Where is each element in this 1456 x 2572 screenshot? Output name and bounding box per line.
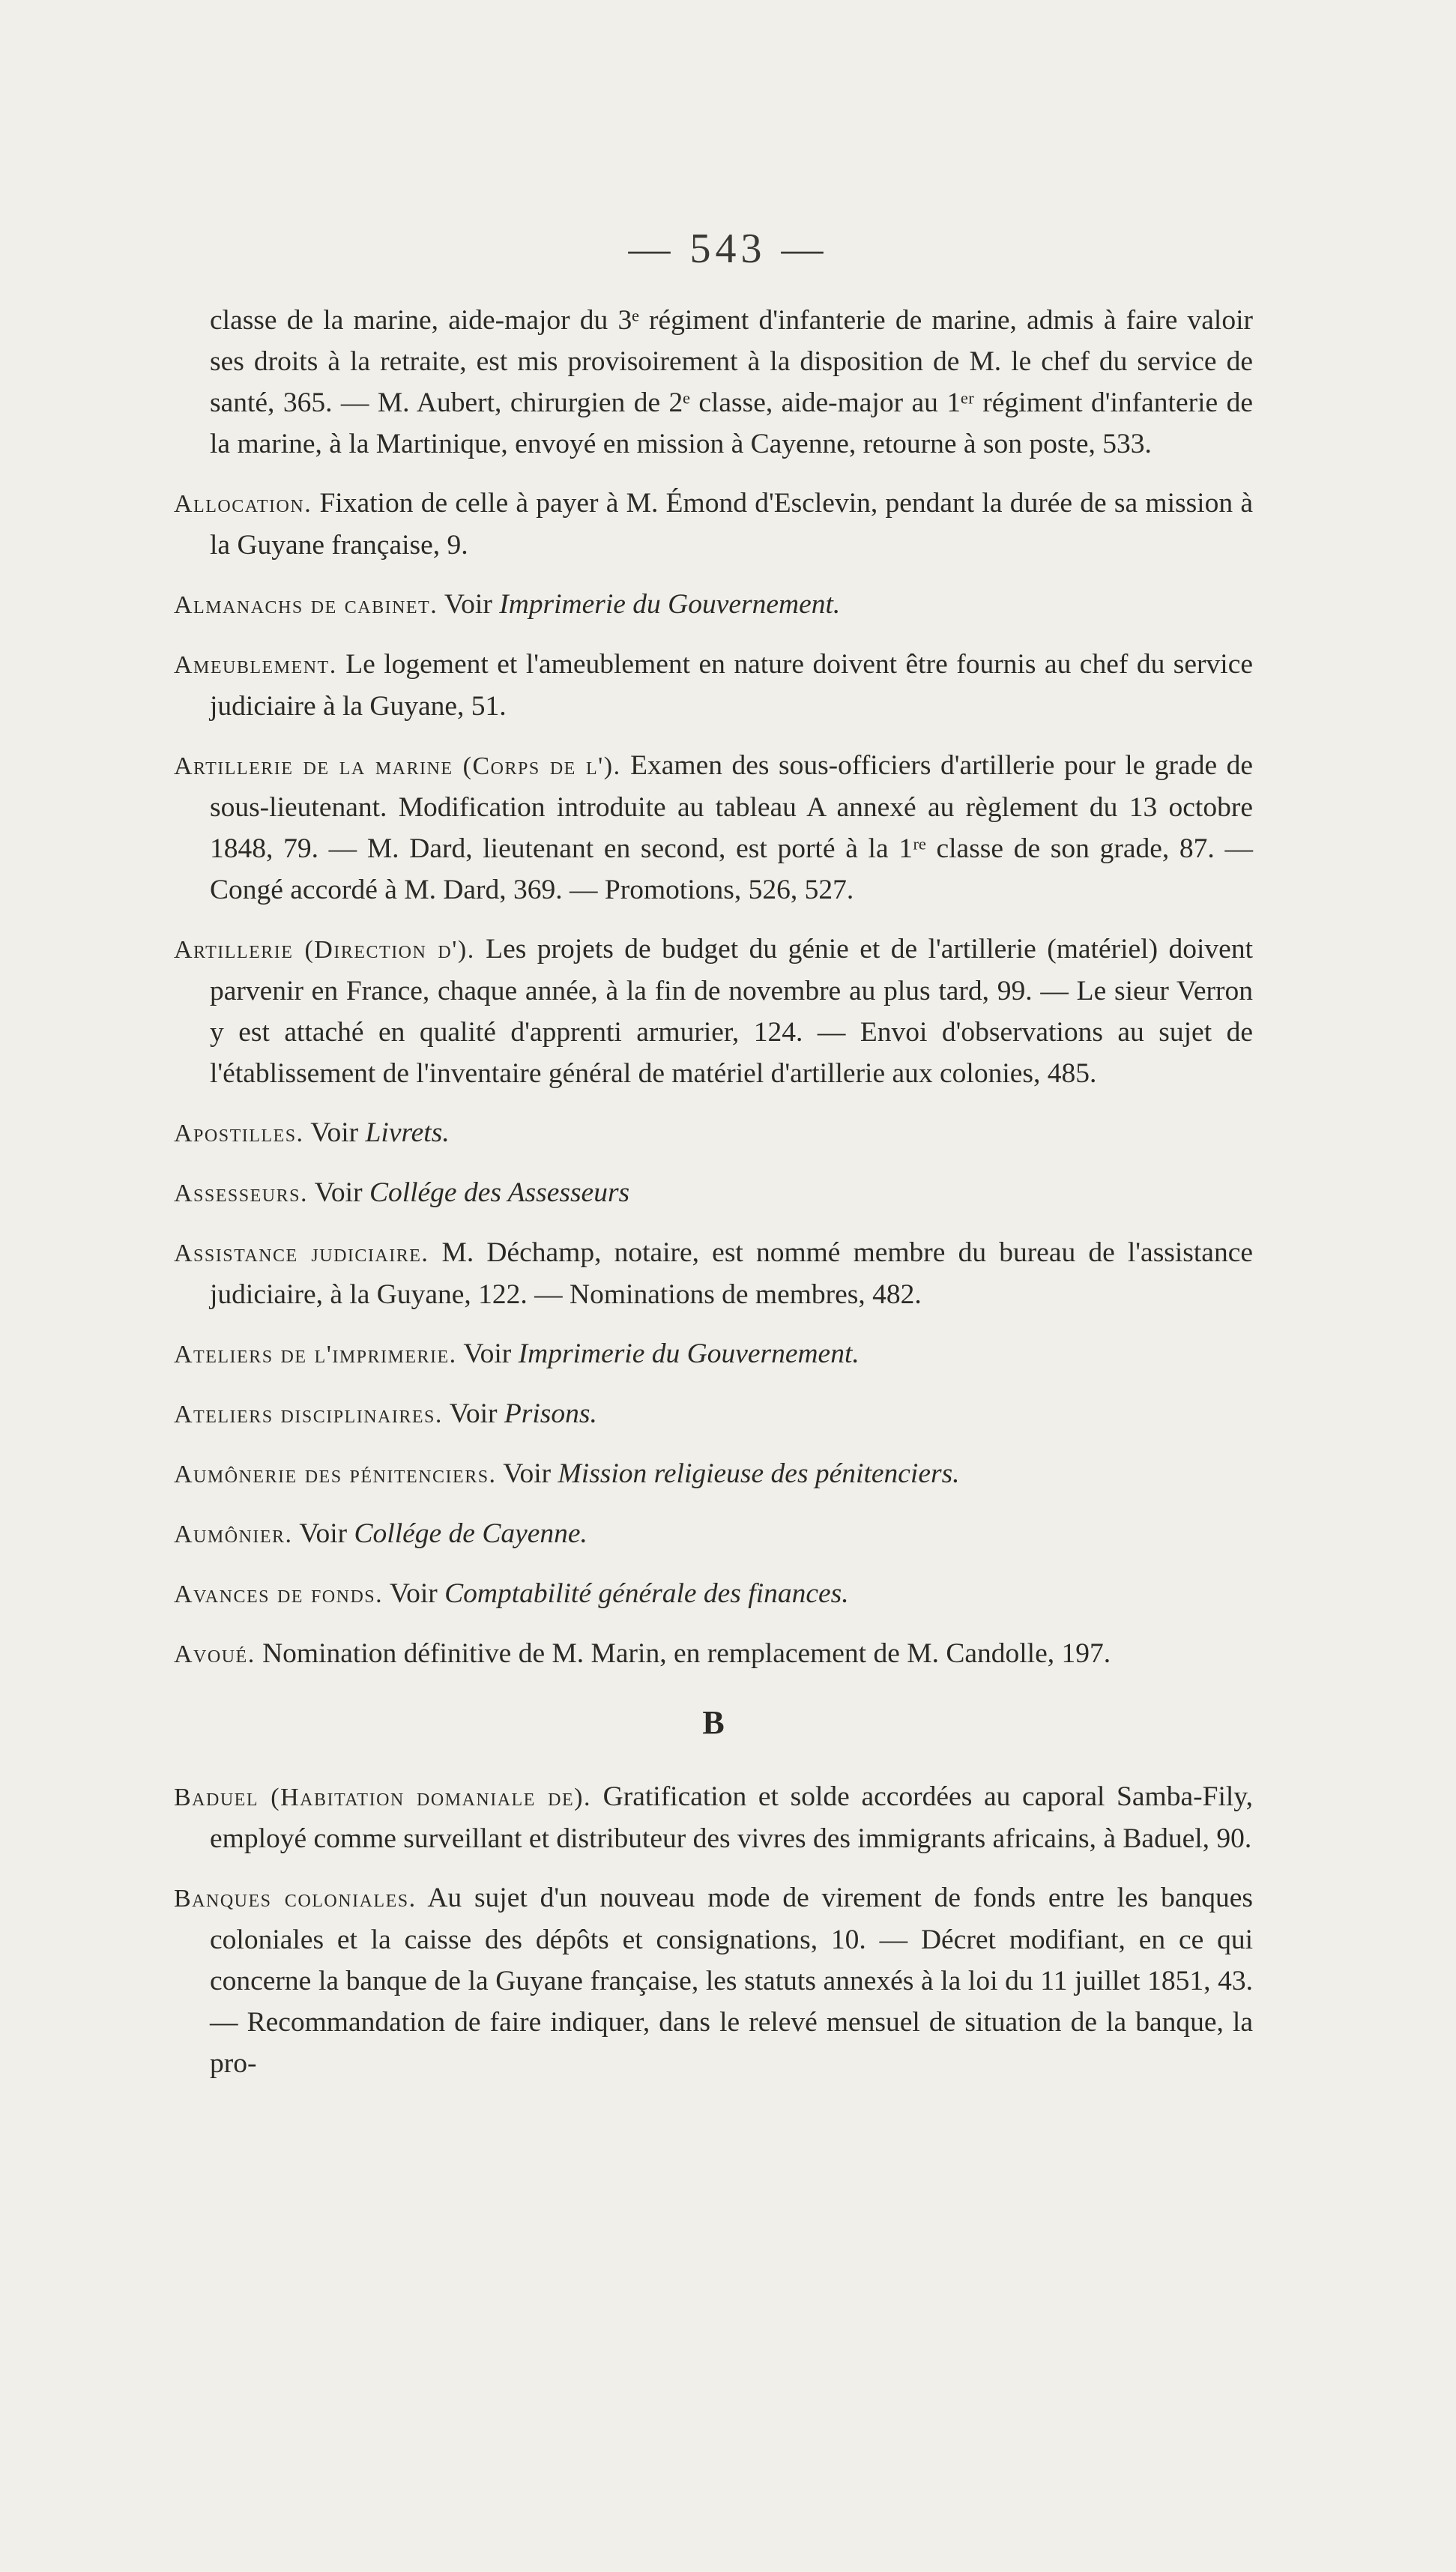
entry-headword: Apostilles. [174,1120,304,1147]
index-entry [174,1172,1253,1214]
entry-headword: Almanachs de cabinet. [174,591,438,619]
index-entry [174,1513,1253,1555]
entry-cross-reference: Livrets. [365,1117,450,1148]
entry-headword: Ateliers disciplinaires. [174,1401,443,1428]
entry-headword: Ameublement. [174,651,337,679]
entry-text: Voir [442,1398,504,1429]
index-entry [174,483,1253,566]
index-body [174,300,1253,2102]
entry-text: M. Déchamp, notaire, est nommé membre du bureau de l'assistance judiciaire, à la Guyane, 122. — Nominations de membres, 482. [210,1237,1253,1310]
section-letter: B [702,1704,725,1741]
continuation-paragraph: classe de la marine, aide-major du 3ᵉ régiment d'infanterie de marine, admis à faire valoir ses droits à la retraite, est mis provisoirement à la disposition de M. le chef du service de santé, 365. — M. Aubert, chirurgien de 2ᵉ classe, aide-major au 1ᵉʳ régiment d'infanterie de la marine, à la Martinique, envoyé en mission à Cayenne, retourne à son poste, 533. [210,305,1253,459]
entry-text: Voir [456,1338,519,1369]
entry-headword: Artillerie de la marine (Corps de l'). [174,752,621,780]
entry-headword: Aumônerie des pénitenciers. [174,1461,497,1488]
index-entry [174,1232,1253,1315]
entry-headword: Allocation. [174,490,312,518]
entry-cross-reference: Comptabilité générale des finances. [444,1578,849,1609]
entry-text: Les projets de budget du génie et de l'artillerie (matériel) doivent parvenir en France, chaque année, à la fin de novembre au plus tard, 99. — Le sieur Verron y est attaché en qualité d'apprenti armurier, 124. — Envoi d'observations au sujet de l'établissement de l'inventaire général de matériel d'artillerie aux colonies, 485. [210,934,1253,1089]
entry-text: Au sujet d'un nouveau mode de virement de fonds entre les banques coloniales et la caisse des dépôts et consignations, 10. — Décret modifiant, en ce qui concerne la banque de la Guyane française, les statuts annexés à la loi du 11 juillet 1851, 43. — Recommandation de faire indiquer, dans le relevé mensuel de situation de la banque, la pro- [210,1883,1253,2079]
entry-cross-reference: Imprimerie du Gouvernement. [499,589,841,620]
index-entry [174,1393,1253,1435]
entry-text: Voir [496,1458,558,1489]
entry-headword: Avances de fonds. [174,1581,384,1608]
entry-headword: Assistance judiciaire. [174,1240,429,1267]
index-entry [174,1776,1253,1859]
entry-cross-reference: Imprimerie du Gouvernement. [518,1338,860,1369]
entry-cross-reference: Mission religieuse des pénitenciers. [558,1458,960,1489]
index-entry [174,745,1253,911]
entry-text: Voir [438,589,500,620]
entry-headword: Ateliers de l'imprimerie. [174,1341,457,1368]
index-entry [174,929,1253,1094]
entry-cross-reference: Collége des Assesseurs [369,1177,630,1208]
entries-section-a [174,483,1253,1675]
entry-text: Le logement et l'ameublement en nature doivent être fournis au chef du service judiciaire à la Guyane, 51. [210,649,1253,722]
index-entry [174,1877,1253,2084]
entry-text: Fixation de celle à payer à M. Émond d'Esclevin, pendant la durée de sa mission à la Guyane française, 9. [210,488,1253,561]
entry-text: Gratification et solde accordées au caporal Samba-Fily, employé comme surveillant et distributeur des vivres des immigrants africains, à Baduel, 90. [210,1781,1253,1854]
entry-headword: Assesseurs. [174,1180,308,1207]
entry-headword: Avoué. [174,1640,256,1668]
index-entry [174,644,1253,727]
entry-headword: Aumônier. [174,1521,293,1548]
entry-text: Nomination définitive de M. Marin, en remplacement de M. Candolle, 197. [255,1638,1111,1669]
entry-text: Examen des sous-officiers d'artillerie pour le grade de sous-lieutenant. Modification introduite au tableau A annexé au règlement du 13 octobre 1848, 79. — M. Dard, lieutenant en second, est porté à la 1ʳᵉ classe de son grade, 87. — Congé accordé à M. Dard, 369. — Promotions, 526, 527. [210,750,1254,905]
entries-section-b [174,1776,1253,2084]
entry-cross-reference: Collége de Cayenne. [354,1518,587,1549]
entry-cross-reference: Prisons. [504,1398,597,1429]
index-entry [174,584,1253,626]
entry-text: Voir [303,1117,366,1148]
entry-text: Voir [292,1518,354,1549]
index-entry [174,1573,1253,1615]
entry-text: Voir [307,1177,369,1208]
index-entry [174,1112,1253,1154]
entry-headword: Baduel (Habitation domaniale de). [174,1784,591,1811]
entry-headword: Artillerie (Direction d'). [174,936,475,964]
index-entry [174,1633,1253,1675]
page-number: — 543 — [628,226,828,272]
entry-headword: Banques coloniales. [174,1885,417,1913]
index-entry [174,1333,1253,1375]
entry-text: Voir [383,1578,445,1609]
index-entry [174,1453,1253,1495]
